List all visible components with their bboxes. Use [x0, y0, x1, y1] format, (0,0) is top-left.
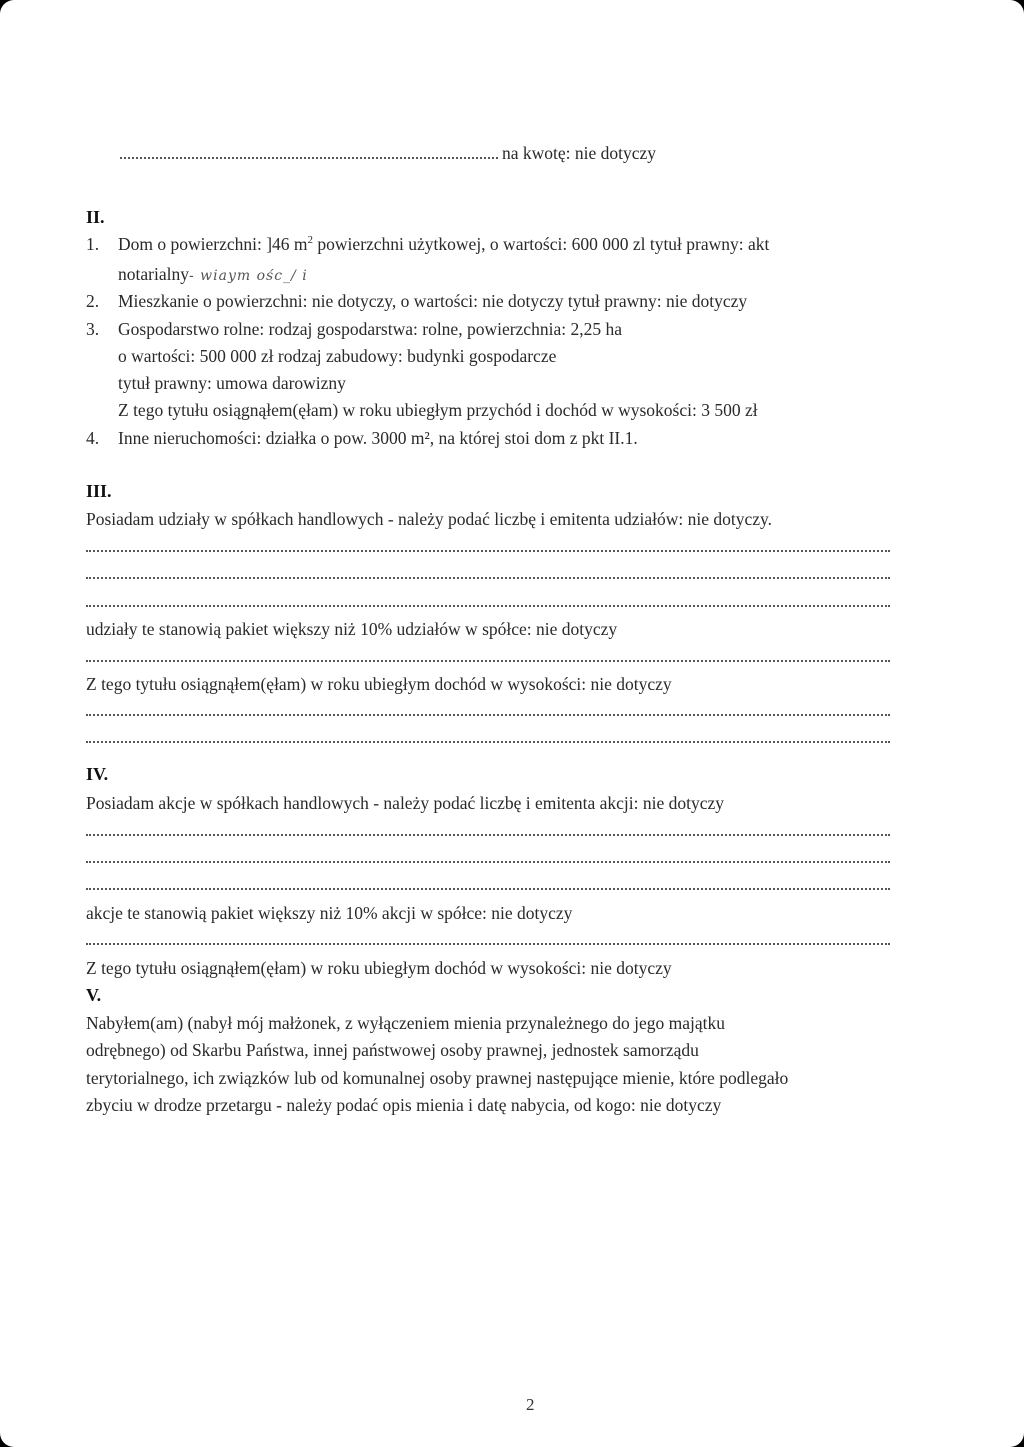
section-heading-4: IV. [86, 764, 109, 784]
section-heading-2: II. [86, 207, 105, 227]
acquisition-line-2: odrębnego) od Skarbu Państwa, innej państwowej osoby prawnej, jednostek samorządu [86, 1040, 699, 1060]
section-heading-5: V. [86, 985, 102, 1005]
item-text-cont: powierzchni użytkowej, o wartości: 600 000 zl tytuł prawny: akt [313, 234, 770, 254]
dotted-line [86, 714, 890, 716]
amount-line [120, 142, 656, 164]
acquisition-line-1: Nabyłem(am) (nabył mój małżonek, z wyłączeniem mienia przynależnego do jego majątku [86, 1013, 725, 1033]
item-2-2 [86, 290, 747, 312]
item-text: Dom o powierzchni: ]46 m [118, 234, 308, 254]
item-text: notarialny [118, 264, 189, 284]
section-heading-3: III. [86, 481, 112, 501]
dotted-line [86, 577, 890, 579]
handwritten-note: - wiaym ośc_/ i [188, 268, 308, 284]
item-2-3-line4: Z tego tytułu osiągnąłem(ęłam) w roku ubiegłym przychód i dochód w wysokości: 3 500 zł [118, 400, 758, 420]
item-2-3 [86, 318, 622, 340]
item-2-1-cont [118, 263, 308, 287]
item-2-1 [86, 233, 769, 255]
item-number: 4. [86, 428, 100, 448]
dotted-line [86, 861, 890, 863]
acquisition-line-4: zbyciu w drodze przetargu - należy podać opis mienia i datę nabycia, od kogo: nie dotyczy [86, 1095, 722, 1115]
item-number: 1. [86, 234, 100, 254]
stocks-package-line: akcje te stanowią pakiet większy niż 10% akcji w spółce: nie dotyczy [86, 903, 573, 923]
item-2-4 [86, 427, 638, 449]
item-number: 2. [86, 291, 100, 311]
dotted-line [86, 741, 890, 743]
shares-package-line: udziały te stanowią pakiet większy niż 10% udziałów w spółce: nie dotyczy [86, 619, 618, 639]
item-2-3-line3: tytuł prawny: umowa darowizny [118, 373, 346, 393]
dotted-line [86, 888, 890, 890]
item-text: Gospodarstwo rolne: rodzaj gospodarstwa: rolne, powierzchnia: 2,25 ha [118, 319, 622, 339]
superscript: 2 [307, 234, 314, 247]
stocks-income-line: Z tego tytułu osiągnąłem(ęłam) w roku ubiegłym dochód w wysokości: nie dotyczy [86, 958, 672, 978]
dotted-line [86, 834, 890, 836]
page-number: 2 [526, 1395, 535, 1414]
shares-income-line: Z tego tytułu osiągnąłem(ęłam) w roku ubiegłym dochód w wysokości: nie dotyczy [86, 674, 672, 694]
dotted-line [86, 943, 890, 945]
item-number: 3. [86, 319, 100, 339]
shares-line: Posiadam udziały w spółkach handlowych - należy podać liczbę i emitenta udziałów: nie dotyczy. [86, 509, 773, 529]
acquisition-line-3: terytorialnego, ich związków lub od komunalnej osoby prawnej następujące mienie, które podlegało [86, 1068, 789, 1088]
stocks-line: Posiadam akcje w spółkach handlowych - należy podać liczbę i emitenta akcji: nie dotyczy [86, 793, 725, 813]
item-2-3-line2: o wartości: 500 000 zł rodzaj zabudowy: budynki gospodarcze [118, 346, 557, 366]
dotted-line [86, 660, 890, 662]
dotted-line [86, 550, 890, 552]
amount-text: na kwotę: nie dotyczy [502, 143, 657, 163]
dotted-line [86, 605, 890, 607]
item-text: Inne nieruchomości: działka o pow. 3000 m², na której stoi dom z pkt II.1. [118, 428, 638, 448]
item-text: Mieszkanie o powierzchni: nie dotyczy, o wartości: nie dotyczy tytuł prawny: nie dotyczy [118, 291, 748, 311]
dotted-leader [120, 145, 498, 159]
